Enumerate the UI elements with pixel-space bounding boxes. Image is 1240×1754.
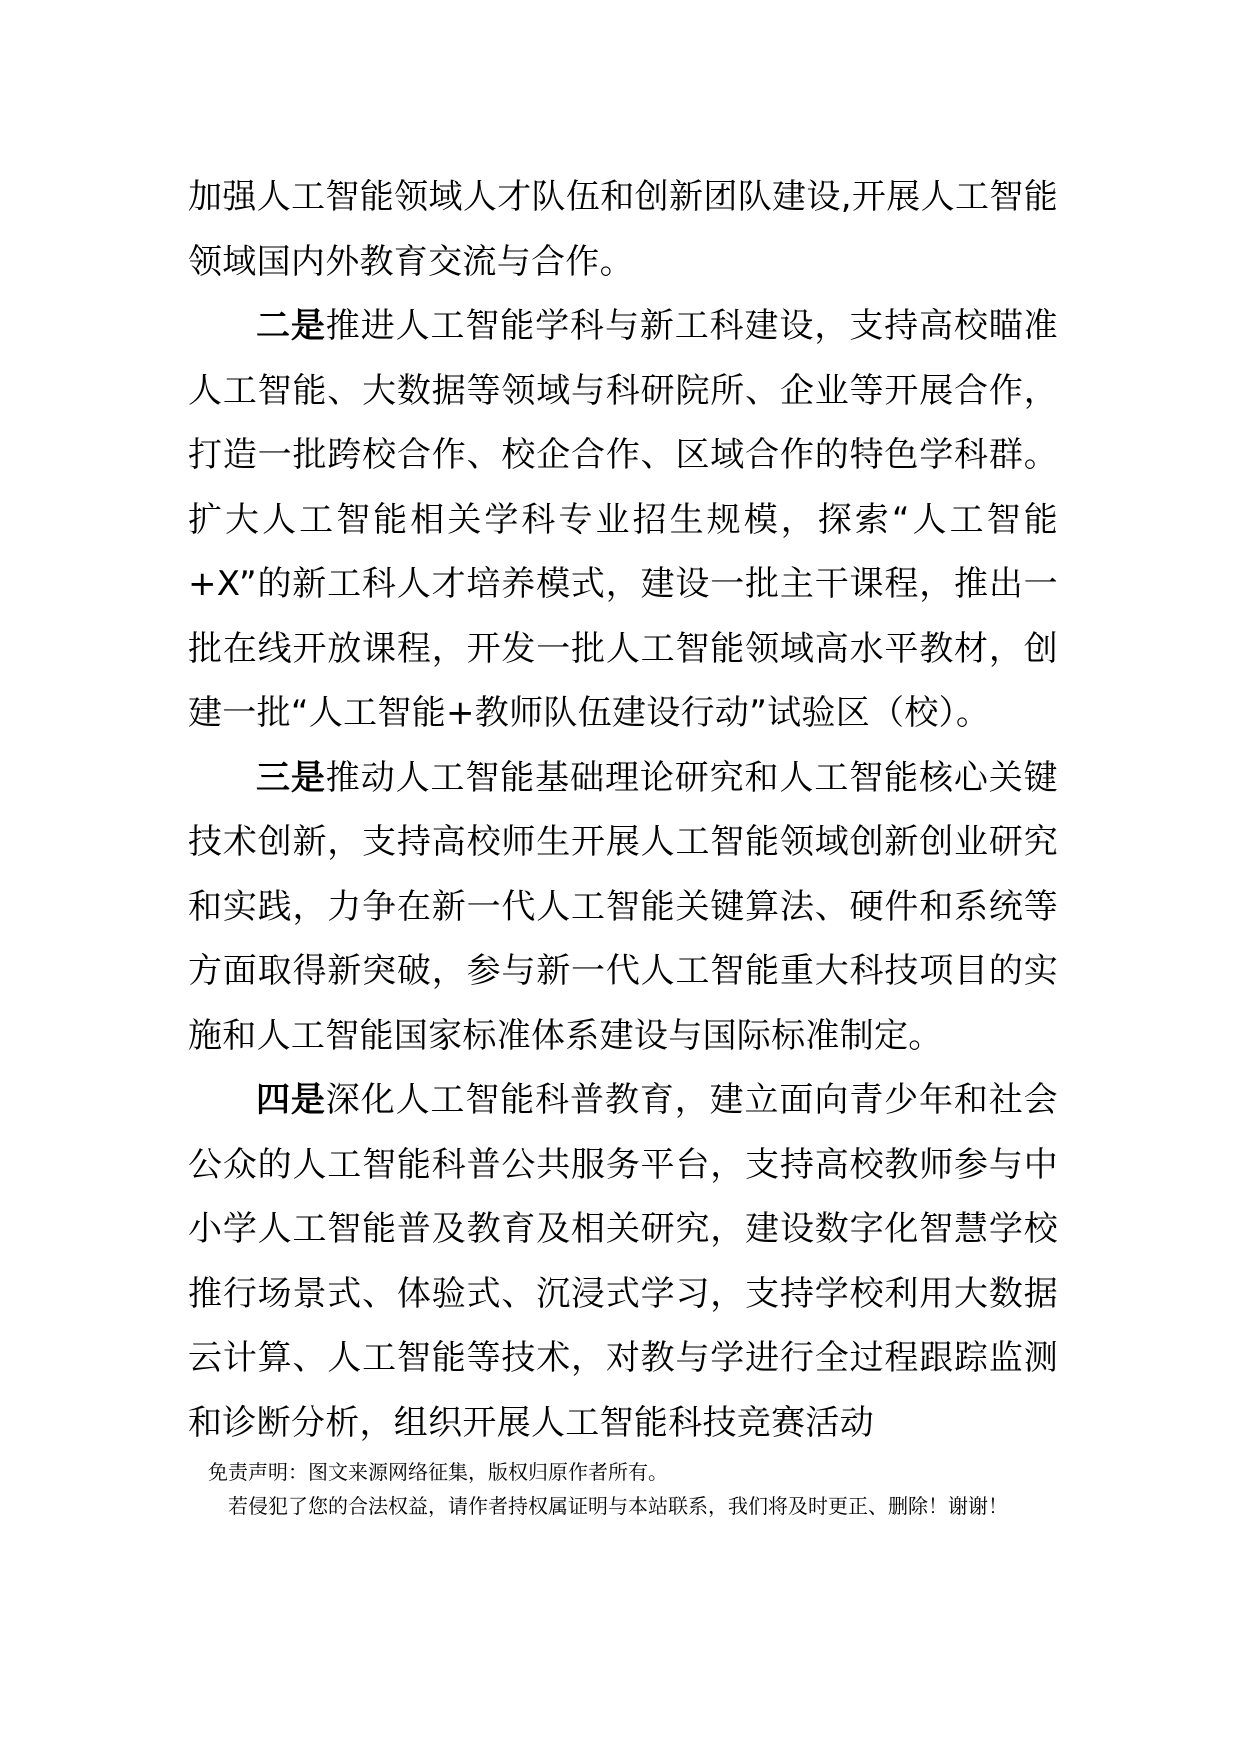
paragraph-text: 推动人工智能基础理论研究和人工智能核心关键技术创新，支持高校师生开展人工智能领域创新创业研究和实践，力争在新一代人工智能关键算法、硬件和系统等方面取得新突破，参与新一代人工智能重大科技项目的实施和人工智能国家标准体系建设与国际标准制定。 bbox=[188, 757, 1058, 1056]
paragraph-text: 推进人工智能学科与新工科建设，支持高校瞄准人工智能、大数据等领域与科研院所、企业等开展合作，打造一批跨校合作、校企合作、区域合作的特色学科群。扩大人工智能相关学科专业招生规模，探索“人工智能+X”的新工科人才培养模式，建设一批主干课程，推出一批在线开放课程，开发一批人工智能领域高水平教材，创建一批“人工智能+教师队伍建设行动”试验区（校）。 bbox=[188, 306, 1058, 733]
disclaimer-line-1: 免责声明：图文来源网络征集，版权归原作者所有。 bbox=[208, 1460, 668, 1484]
paragraph-lead: 三是 bbox=[256, 757, 326, 798]
paragraph-point-four bbox=[188, 1068, 1058, 1455]
paragraph-point-three bbox=[188, 746, 1058, 1069]
paragraph-text: 加强人工智能领域人才队伍和创新团队建设,开展人工智能领域国内外教育交流与合作。 bbox=[188, 177, 1058, 282]
paragraph-text: 深化人工智能科普教育，建立面向青少年和社会公众的人工智能科普公共服务平台，支持高校教师参与中小学人工智能普及教育及相关研究，建设数字化智慧学校推行场景式、体验式、沉浸式学习，支持学校利用大数据云计算、人工智能等技术，对教与学进行全过程跟踪监测和诊断分析，组织开展人工智能科技竞赛活动 bbox=[188, 1080, 1058, 1443]
disclaimer bbox=[188, 1455, 1058, 1523]
paragraph-continuation bbox=[188, 165, 1058, 294]
disclaimer-line-2: 若侵犯了您的合法权益，请作者持权属证明与本站联系，我们将及时更正、删除！谢谢！ bbox=[228, 1494, 1008, 1518]
paragraph-lead: 四是 bbox=[256, 1080, 326, 1120]
document-body bbox=[188, 165, 1058, 1455]
paragraph-lead: 二是 bbox=[256, 306, 326, 346]
paragraph-point-two bbox=[188, 294, 1058, 746]
